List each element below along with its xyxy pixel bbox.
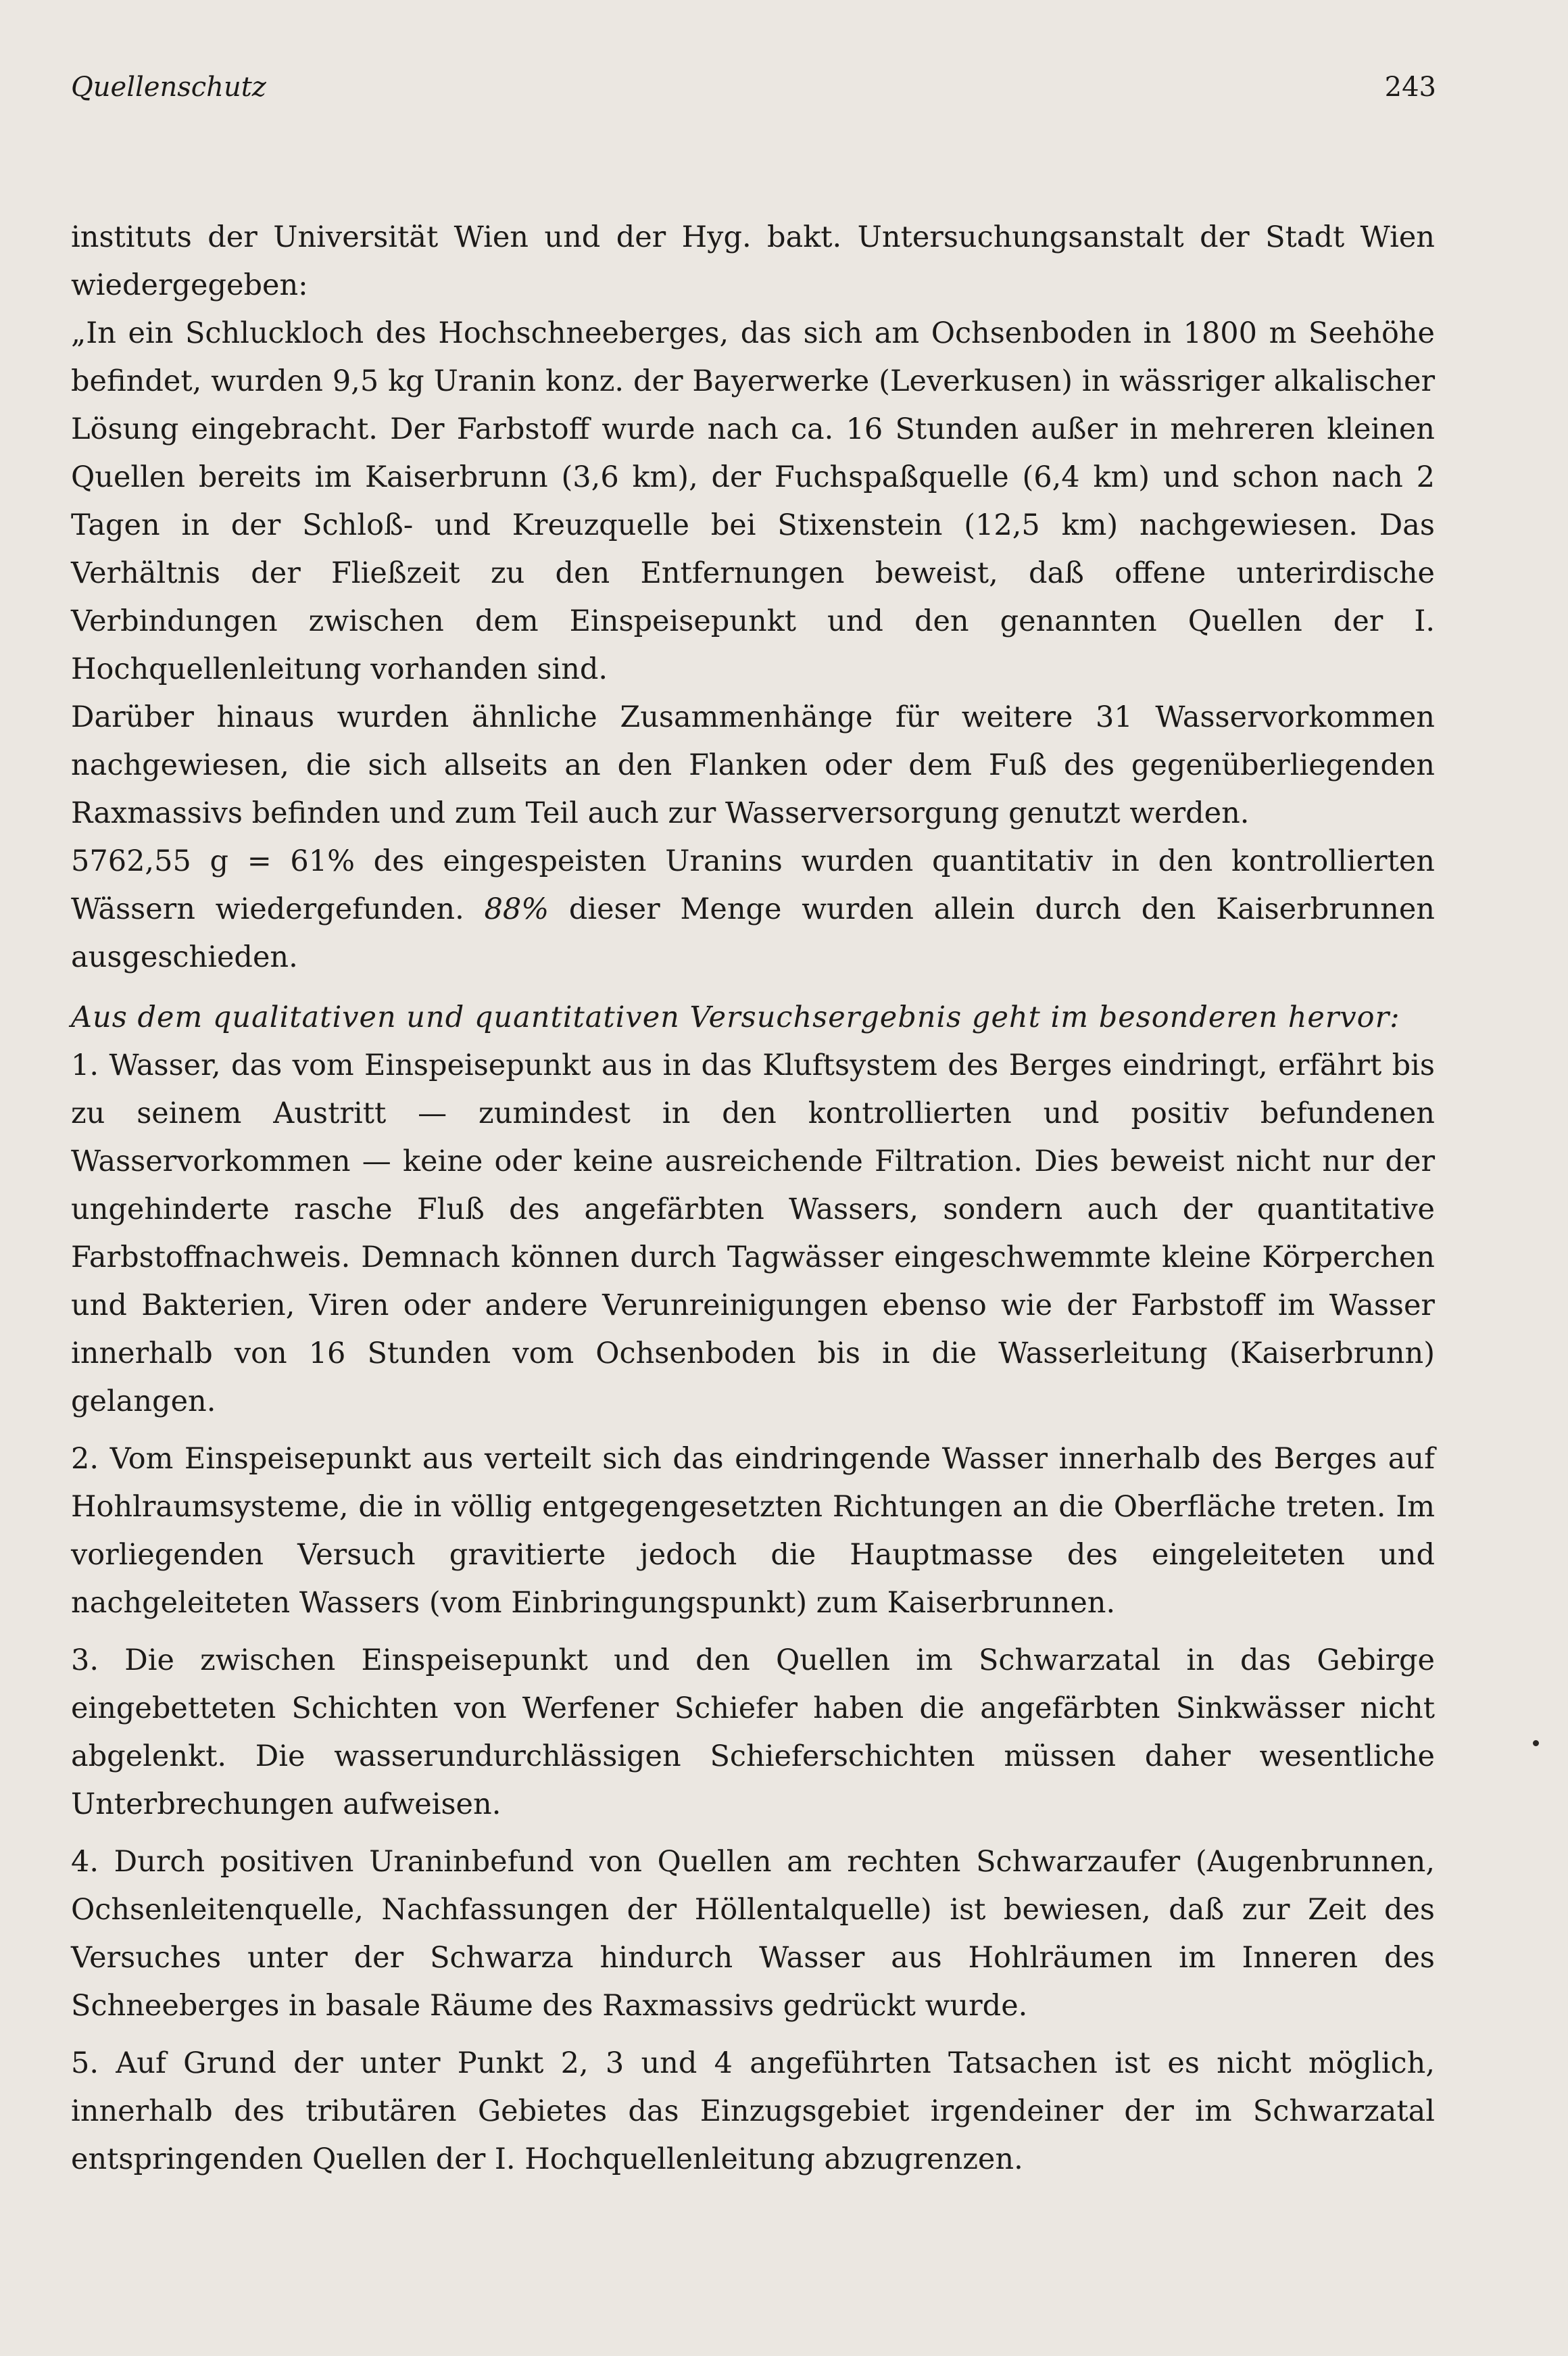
paragraph-further-findings: Darüber hinaus wurden ähnliche Zusammenhänge für weitere 31 Wasservorkommen nachgewiesen, die sich allseits an den Flanken oder dem Fuß des gegenüberliegenden Raxmassivs befinden und zum Teil auch zur Wasserversorgung genutzt werden. [71,700,1435,830]
point-2: 2. Vom Einspeisepunkt aus verteilt sich das eindringende Wasser innerhalb des Berges auf Hohlraumsysteme, die in völlig entgegengesetzten Richtungen an die Oberfläche treten. Im vorliegenden Versuch gravitierte jedoch die Hauptmasse des eingeleiteten und nachgeleiteten Wassers (vom Einbringungspunkt) zum Kaiserbrunnen. [71,1442,1435,1620]
body-text [71,214,1435,2184]
paragraph-result [71,838,1435,982]
point-4: 4. Durch positiven Uraninbefund von Quellen am rechten Schwarzaufer (Augenbrunnen, Ochsenleitenquelle, Nachfassungen der Höllentalquelle) ist bewiesen, daß zur Zeit des Versuches unter der Schwarza hindurch Wasser aus Hohlräumen im Inneren des Schneeberges in basale Räume des Raxmassivs gedrückt wurde. [71,1845,1435,2023]
paragraph-quote: „In ein Schluckloch des Hochschneeberges, das sich am Ochsenboden in 1800 m Seehöhe befindet, wurden 9,5 kg Uranin konz. der Bayerwerke (Leverkusen) in wässriger alkalischer Lösung eingebracht. Der Farbstoff wurde nach ca. 16 Stunden außer in mehreren kleinen Quellen bereits im Kaiserbrunn (3,6 km), der Fuchspaßquelle (6,4 km) und schon nach 2 Tagen in der Schloß- und Kreuzquelle bei Stixenstein (12,5 km) nachgewiesen. Das Verhältnis der Fließzeit zu den Entfernungen beweist, daß offene unterirdische Verbindungen zwischen dem Einspeisepunkt und den genannten Quellen der I. Hochquellenleitung vorhanden sind. [71,316,1435,686]
result-text-italic: 88% [484,892,549,926]
point-5: 5. Auf Grund der unter Punkt 2, 3 und 4 angeführten Tatsachen ist es nicht möglich, innerhalb des tributären Gebietes das Einzugsgebiet irgendeiner der im Schwarzatal entspringenden Quellen der I. Hochquellenleitung abzugrenzen. [71,2046,1435,2176]
page-number: 243 [1384,72,1436,103]
paragraph-intro: instituts der Universität Wien und der Hyg. bakt. Untersuchungsanstalt der Stadt Wien wiedergegeben: [71,220,1435,302]
point-1: 1. Wasser, das vom Einspeisepunkt aus in das Kluftsystem des Berges eindringt, erfährt bis zu seinem Austritt — zumindest in den kontrollierten und positiv befundenen Wasservorkommen — keine oder keine ausreichende Filtration. Dies beweist nicht nur der ungehinderte rasche Fluß des angefärbten Wassers, sondern auch der quantitative Farbstoffnachweis. Demnach können durch Tagwässer eingeschwemmte kleine Körperchen und Bakterien, Viren oder andere Verunreinigungen ebenso wie der Farbstoff im Wasser innerhalb von 16 Stunden vom Ochsenboden bis in die Wasserleitung (Kaiserbrunn) gelangen. [71,1049,1435,1418]
running-title: Quellenschutz [71,72,266,103]
result-text-before: 5762,55 g = 61% des eingespeisten Uranins wurden quantitativ in den kontrollierten Wässern wiedergefunden. [71,844,1435,926]
running-head [71,72,1436,112]
section-subheading: Aus dem qualitativen und quantitativen Versuchsergebnis geht im besonderen hervor: [71,1001,1400,1034]
point-3: 3. Die zwischen Einspeisepunkt und den Quellen im Schwarzatal in das Gebirge eingebetteten Schichten von Werfener Schiefer haben die angefärbten Sinkwässer nicht abgelenkt. Die wasserundurchlässigen Schieferschichten müssen daher wesentliche Unterbrechungen aufweisen. [71,1643,1435,1821]
result-text-after: dieser Menge wurden allein durch den Kaiserbrunnen ausgeschieden. [71,892,1435,974]
margin-dot-mark [1533,1740,1539,1746]
